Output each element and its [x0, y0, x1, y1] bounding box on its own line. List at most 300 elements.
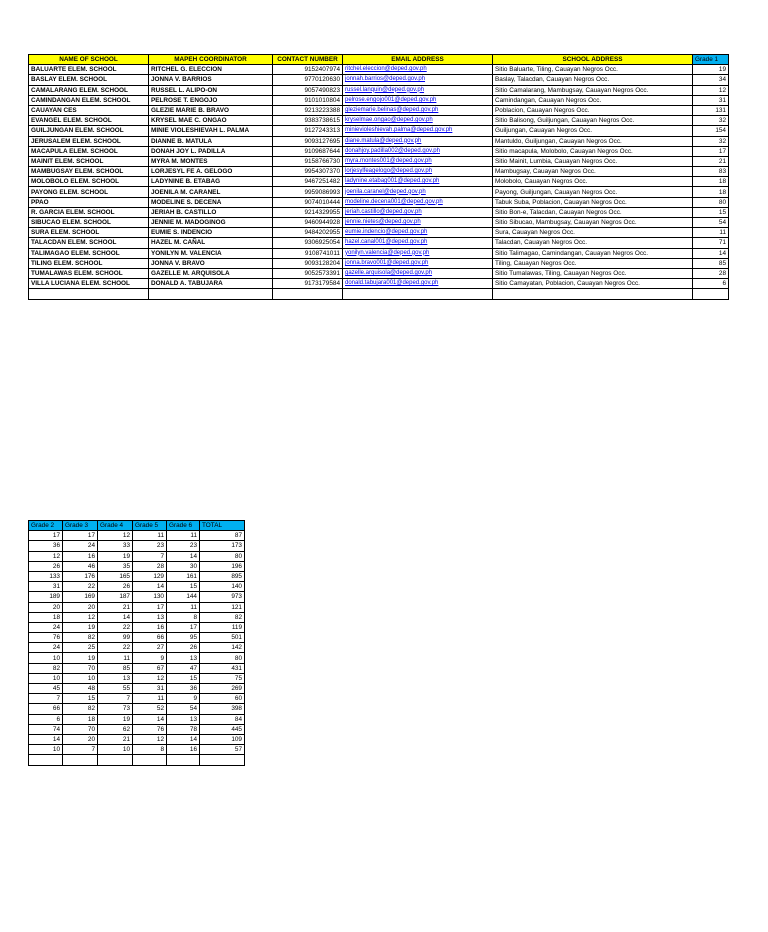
table-row [29, 238, 729, 248]
grade-5-cell: 31 [133, 684, 167, 694]
grade-1-cell: 131 [693, 105, 729, 115]
grade-1-cell: 83 [693, 167, 729, 177]
empty-cell [273, 289, 343, 299]
grade-2-cell: 24 [29, 643, 63, 653]
grade-5-cell: 12 [133, 673, 167, 683]
total-cell: 109 [200, 734, 245, 744]
grade-2-cell: 133 [29, 571, 63, 581]
grade-5-cell: 67 [133, 663, 167, 673]
email-link[interactable]: hazel.canal001@deped.gov.ph [343, 238, 493, 248]
total-cell: 173 [200, 541, 245, 551]
table-row [29, 187, 729, 197]
contact-number-cell: 9306925054 [273, 238, 343, 248]
col-header-grade-6: Grade 6 [167, 521, 200, 531]
grade-3-cell: 19 [63, 622, 98, 632]
table-row [29, 105, 729, 115]
grade-5-cell: 27 [133, 643, 167, 653]
grade-2-cell: 74 [29, 724, 63, 734]
coordinator-cell: JENNIE M. MADOGINOG [149, 218, 273, 228]
grade-5-cell: 17 [133, 602, 167, 612]
table-row [29, 156, 729, 166]
grade-1-cell: 34 [693, 75, 729, 85]
contact-number-cell: 9057490823 [273, 85, 343, 95]
grade-6-cell: 54 [167, 704, 200, 714]
grade-5-cell: 14 [133, 582, 167, 592]
grade-2-cell: 76 [29, 633, 63, 643]
grade-3-cell: 48 [63, 684, 98, 694]
grade-3-cell: 169 [63, 592, 98, 602]
school-name-cell: BASLAY ELEM. SCHOOL [29, 75, 149, 85]
coordinator-cell: DONAH JOY L. PADILLA [149, 146, 273, 156]
grade-3-cell: 24 [63, 541, 98, 551]
contact-number-cell: 9954307370 [273, 167, 343, 177]
contact-number-cell: 9052573391 [273, 268, 343, 278]
col-header-coordinator: MAPEH COORDINATOR [149, 55, 273, 65]
table-row [29, 248, 729, 258]
coordinator-cell: GLEZIE MARIE B. BRAVO [149, 105, 273, 115]
grade-1-cell: 18 [693, 187, 729, 197]
grade-4-cell: 26 [98, 582, 133, 592]
empty-cell [167, 755, 200, 765]
table-row [29, 561, 245, 571]
total-cell: 82 [200, 612, 245, 622]
email-link[interactable]: minievioleshievah.palma@deped.gov.ph [343, 126, 493, 136]
grade-4-cell: 19 [98, 551, 133, 561]
grade-3-cell: 176 [63, 571, 98, 581]
grade-2-cell: 10 [29, 653, 63, 663]
coordinator-cell: RITCHEL G. ELECCION [149, 65, 273, 75]
coordinator-cell: GAZELLE M. ARQUISOLA [149, 268, 273, 278]
table-row [29, 684, 245, 694]
school-address-cell: Sitio Sibucao, Mambugsay, Cauayan Negros Occ. [493, 218, 693, 228]
grade-6-cell: 95 [167, 633, 200, 643]
grade-4-cell: 21 [98, 602, 133, 612]
grade-5-cell: 8 [133, 745, 167, 755]
coordinator-cell: YONILYN M. VALENCIA [149, 248, 273, 258]
school-address-cell: Payong, Guiljungan, Cauayan Negros Occ. [493, 187, 693, 197]
school-name-cell: VILLA LUCIANA ELEM. SCHOOL [29, 279, 149, 289]
school-address-cell: Guiljungan, Cauayan Negros Occ. [493, 126, 693, 136]
col-header-contact: CONTACT NUMBER [273, 55, 343, 65]
grade-6-cell: 47 [167, 663, 200, 673]
grade-5-cell: 28 [133, 561, 167, 571]
total-cell: 973 [200, 592, 245, 602]
empty-cell [133, 755, 167, 765]
grade-2-cell: 82 [29, 663, 63, 673]
table-row [29, 663, 245, 673]
school-name-cell: R. GARCIA ELEM. SCHOOL [29, 207, 149, 217]
email-link[interactable]: myra.montes001@deped.gov.ph [343, 156, 493, 166]
coordinator-cell: LADYNINE B. ETABAG [149, 177, 273, 187]
email-link[interactable]: joenila.caranel@deped.gov.ph [343, 187, 493, 197]
school-name-cell: BALUARTE ELEM. SCHOOL [29, 65, 149, 75]
grade-6-cell: 11 [167, 531, 200, 541]
coordinator-cell: LORJESYL FE A. GELOGO [149, 167, 273, 177]
email-link[interactable]: jonna.bravo001@deped.gov.ph [343, 258, 493, 268]
grade-2-cell: 10 [29, 745, 63, 755]
school-address-cell: Sitio Baluarte, Tiling, Cauayan Negros Occ. [493, 65, 693, 75]
contact-number-cell: 9383738615 [273, 116, 343, 126]
grade-6-cell: 161 [167, 571, 200, 581]
coordinator-cell: PELROSE T. ENGOJO [149, 95, 273, 105]
school-name-cell: CAMINDANGAN ELEM. SCHOOL [29, 95, 149, 105]
table-row [29, 582, 245, 592]
email-link[interactable]: diane.matula@deped.gov.ph [343, 136, 493, 146]
grade-5-cell: 130 [133, 592, 167, 602]
table-row [29, 85, 729, 95]
empty-cell [63, 755, 98, 765]
table-row [29, 146, 729, 156]
contact-number-cell: 9213223388 [273, 105, 343, 115]
grade-3-cell: 82 [63, 704, 98, 714]
school-address-cell: Sitio Talimagao, Camindangan, Cauayan Negros Occ. [493, 248, 693, 258]
grade-1-cell: 14 [693, 248, 729, 258]
grade-1-cell: 11 [693, 228, 729, 238]
total-cell: 269 [200, 684, 245, 694]
grade-2-cell: 7 [29, 694, 63, 704]
school-address-cell: Mambugsay, Cauayan Negros Occ. [493, 167, 693, 177]
school-name-cell: SURA ELEM. SCHOOL [29, 228, 149, 238]
total-cell: 80 [200, 551, 245, 561]
grade-2-cell: 189 [29, 592, 63, 602]
grade-3-cell: 20 [63, 734, 98, 744]
grade-4-cell: 13 [98, 673, 133, 683]
grade-6-cell: 15 [167, 673, 200, 683]
table-row [29, 279, 729, 289]
email-link[interactable]: eumie.indencio@deped.gov.ph [343, 228, 493, 238]
table-row [29, 714, 245, 724]
table-row [29, 694, 245, 704]
table-row [29, 551, 245, 561]
grade-4-cell: 11 [98, 653, 133, 663]
grade-3-cell: 46 [63, 561, 98, 571]
email-link[interactable]: ladynine.etabag001@deped.gov.ph [343, 177, 493, 187]
school-address-cell: Mantuldo, Guiljungan, Cauayan Negros Occ. [493, 136, 693, 146]
email-link[interactable]: jonnah.barrios@deped.gov.ph [343, 75, 493, 85]
col-header-grade-2: Grade 2 [29, 521, 63, 531]
grade-2-cell: 18 [29, 612, 63, 622]
school-name-cell: PAYONG ELEM. SCHOOL [29, 187, 149, 197]
grade-3-cell: 70 [63, 663, 98, 673]
school-address-cell: Sitio Bon-e, Talacdan, Cauayan Negros Occ. [493, 207, 693, 217]
col-header-grade-1: Grade 1 [693, 55, 729, 65]
school-address-cell: Talacdan, Cauayan Negros Occ. [493, 238, 693, 248]
grade-1-cell: 85 [693, 258, 729, 268]
col-header-grade-5: Grade 5 [133, 521, 167, 531]
grade-6-cell: 15 [167, 582, 200, 592]
coordinator-cell: JONNA V. BRAVO [149, 258, 273, 268]
col-header-email: EMAIL ADDRESS [343, 55, 493, 65]
contact-number-cell: 9460944928 [273, 218, 343, 228]
empty-cell [149, 289, 273, 299]
grade-5-cell: 23 [133, 541, 167, 551]
empty-cell [343, 289, 493, 299]
grade-3-cell: 18 [63, 714, 98, 724]
total-cell: 895 [200, 571, 245, 581]
school-name-cell: PPAO [29, 197, 149, 207]
grade-2-cell: 45 [29, 684, 63, 694]
school-name-cell: TUMALAWAS ELEM. SCHOOL [29, 268, 149, 278]
grade-2-cell: 31 [29, 582, 63, 592]
grade-4-cell: 187 [98, 592, 133, 602]
table-row [29, 673, 245, 683]
school-name-cell: CAMALARANG ELEM. SCHOOL [29, 85, 149, 95]
total-cell: 398 [200, 704, 245, 714]
school-address-cell: Sura, Cauayan Negros Occ. [493, 228, 693, 238]
total-cell: 431 [200, 663, 245, 673]
contact-number-cell: 9108741011 [273, 248, 343, 258]
grade-2-cell: 10 [29, 673, 63, 683]
grade-3-cell: 82 [63, 633, 98, 643]
table-row [29, 745, 245, 755]
grade-6-cell: 14 [167, 551, 200, 561]
table-row [29, 734, 245, 744]
total-cell: 75 [200, 673, 245, 683]
grade-4-cell: 12 [98, 531, 133, 541]
total-cell: 140 [200, 582, 245, 592]
table-row [29, 116, 729, 126]
school-name-cell: CAUAYAN CES [29, 105, 149, 115]
grade-5-cell: 7 [133, 551, 167, 561]
school-address-cell: Baslay, Talacdan, Cauayan Negros Occ. [493, 75, 693, 85]
table-row [29, 75, 729, 85]
school-address-cell: Sitio Camalarang, Mambugsay, Cauayan Negros Occ. [493, 85, 693, 95]
grade-6-cell: 144 [167, 592, 200, 602]
grade-3-cell: 12 [63, 612, 98, 622]
email-link[interactable]: modeline.decena001@deped.gov.ph [343, 197, 493, 207]
grade-2-cell: 12 [29, 551, 63, 561]
grade-6-cell: 78 [167, 724, 200, 734]
grade-6-cell: 8 [167, 612, 200, 622]
coordinator-cell: HAZEL M. CAÑAL [149, 238, 273, 248]
grade-1-cell: 15 [693, 207, 729, 217]
grade-4-cell: 7 [98, 694, 133, 704]
grade-table [28, 520, 245, 766]
email-link[interactable]: kryselmae.ongao@deped.gov.ph [343, 116, 493, 126]
contact-number-cell: 9127243313 [273, 126, 343, 136]
grade-5-cell: 11 [133, 694, 167, 704]
empty-cell [29, 755, 63, 765]
grade-3-cell: 15 [63, 694, 98, 704]
grade-1-cell: 32 [693, 116, 729, 126]
coordinator-cell: MINIE VIOLESHIEVAH L. PALMA [149, 126, 273, 136]
empty-cell [493, 289, 693, 299]
school-name-cell: TALIMAGAO ELEM. SCHOOL [29, 248, 149, 258]
contact-number-cell: 9959086993 [273, 187, 343, 197]
email-link[interactable]: ritchel.eleccion@deped.gov.ph [343, 65, 493, 75]
table-row [29, 643, 245, 653]
table-row [29, 724, 245, 734]
table-row [29, 704, 245, 714]
total-cell: 119 [200, 622, 245, 632]
grade-2-cell: 20 [29, 602, 63, 612]
coordinator-cell: EUMIE S. INDENCIO [149, 228, 273, 238]
grade-3-cell: 17 [63, 531, 98, 541]
total-cell: 84 [200, 714, 245, 724]
school-table [28, 54, 729, 300]
grade-3-cell: 70 [63, 724, 98, 734]
empty-cell [200, 755, 245, 765]
table-row [29, 228, 729, 238]
grade-4-cell: 21 [98, 734, 133, 744]
grade-6-cell: 30 [167, 561, 200, 571]
contact-number-cell: 9484202955 [273, 228, 343, 238]
empty-cell [693, 289, 729, 299]
school-name-cell: TILING ELEM. SCHOOL [29, 258, 149, 268]
table-row [29, 653, 245, 663]
empty-cell [29, 289, 149, 299]
grade-5-cell: 16 [133, 622, 167, 632]
coordinator-cell: MYRA M. MONTES [149, 156, 273, 166]
grade-2-cell: 6 [29, 714, 63, 724]
table-row [29, 541, 245, 551]
grade-3-cell: 7 [63, 745, 98, 755]
contact-number-cell: 9074010444 [273, 197, 343, 207]
grade-4-cell: 165 [98, 571, 133, 581]
table-row [29, 126, 729, 136]
email-link[interactable]: russel.lanquin@deped.gov.ph [343, 85, 493, 95]
coordinator-cell: KRYSEL MAE C. ONGAO [149, 116, 273, 126]
grade-5-cell: 11 [133, 531, 167, 541]
total-cell: 87 [200, 531, 245, 541]
email-link[interactable]: yonilyn.valencia@deped.gov.ph [343, 248, 493, 258]
total-cell: 80 [200, 653, 245, 663]
school-name-cell: JERUSALEM ELEM. SCHOOL [29, 136, 149, 146]
contact-number-cell: 9101010804 [273, 95, 343, 105]
total-cell: 60 [200, 694, 245, 704]
grade-2-cell: 36 [29, 541, 63, 551]
grade-3-cell: 16 [63, 551, 98, 561]
total-cell: 121 [200, 602, 245, 612]
coordinator-cell: JERIAH B. CASTILLO [149, 207, 273, 217]
table-row [29, 136, 729, 146]
contact-number-cell: 9158766730 [273, 156, 343, 166]
empty-row [29, 289, 729, 299]
table-row [29, 592, 245, 602]
table-row [29, 207, 729, 217]
grade-5-cell: 14 [133, 714, 167, 724]
grade-1-cell: 28 [693, 268, 729, 278]
table-row [29, 612, 245, 622]
table-row [29, 571, 245, 581]
table-row [29, 65, 729, 75]
grade-1-cell: 17 [693, 146, 729, 156]
school-name-cell: MAMBUGSAY ELEM. SCHOOL [29, 167, 149, 177]
grade-6-cell: 13 [167, 653, 200, 663]
grade-3-cell: 20 [63, 602, 98, 612]
email-link[interactable]: pelrose.engojo001@deped.gov.ph [343, 95, 493, 105]
school-name-cell: MAINIT ELEM. SCHOOL [29, 156, 149, 166]
grade-5-cell: 9 [133, 653, 167, 663]
email-link[interactable]: lorjesylfeagelogo@deped.gov.ph [343, 167, 493, 177]
email-link[interactable]: jennie.nietes@deped.gov.ph [343, 218, 493, 228]
contact-number-cell: 9173179584 [273, 279, 343, 289]
grade-4-cell: 19 [98, 714, 133, 724]
col-header-grade-3: Grade 3 [63, 521, 98, 531]
coordinator-cell: RUSSEL L. ALIPO-ON [149, 85, 273, 95]
grade-3-cell: 25 [63, 643, 98, 653]
school-address-cell: Tabuk Suba, Poblacion, Cauayan Negros Occ. [493, 197, 693, 207]
table-row [29, 197, 729, 207]
coordinator-cell: DIANNE B. MATULA [149, 136, 273, 146]
school-address-cell: Sitio Mainit, Lumbia, Cauayan Negros Occ. [493, 156, 693, 166]
grade-6-cell: 14 [167, 734, 200, 744]
school-address-cell: Tiling, Cauayan Negros Occ. [493, 258, 693, 268]
grade-6-cell: 16 [167, 745, 200, 755]
grade-4-cell: 55 [98, 684, 133, 694]
grade-6-cell: 36 [167, 684, 200, 694]
grade-4-cell: 85 [98, 663, 133, 673]
school-address-cell: Sitio macapula, Molobolo, Cauayan Negros Occ. [493, 146, 693, 156]
table-row [29, 633, 245, 643]
school-address-cell: Sitio Tumalawas, Tiling, Cauayan Negros Occ. [493, 268, 693, 278]
grade-1-cell: 71 [693, 238, 729, 248]
grade-1-cell: 32 [693, 136, 729, 146]
grade-1-cell: 80 [693, 197, 729, 207]
grade-1-cell: 31 [693, 95, 729, 105]
grade-5-cell: 12 [133, 734, 167, 744]
grade-4-cell: 22 [98, 643, 133, 653]
grade-4-cell: 33 [98, 541, 133, 551]
grade-4-cell: 62 [98, 724, 133, 734]
col-header-school-name: NAME OF SCHOOL [29, 55, 149, 65]
grade-4-cell: 14 [98, 612, 133, 622]
grade-6-cell: 26 [167, 643, 200, 653]
school-address-cell: Molobolo, Cauayan Negros Occ. [493, 177, 693, 187]
contact-number-cell: 9093128204 [273, 258, 343, 268]
school-address-cell: Poblacion, Cauayan Negros Occ. [493, 105, 693, 115]
email-link[interactable]: donald.tabujara001@deped.gov.ph [343, 279, 493, 289]
contact-number-cell: 9109687644 [273, 146, 343, 156]
grade-4-cell: 22 [98, 622, 133, 632]
table-row [29, 602, 245, 612]
grade-2-cell: 14 [29, 734, 63, 744]
table-row [29, 531, 245, 541]
col-header-grade-4: Grade 4 [98, 521, 133, 531]
email-link[interactable]: gleziemarie.belinas@deped.gov.ph [343, 105, 493, 115]
school-name-cell: SIBUCAO ELEM. SCHOOL [29, 218, 149, 228]
school-name-cell: MACAPULA ELEM. SCHOOL [29, 146, 149, 156]
contact-number-cell: 9770120630 [273, 75, 343, 85]
grade-6-cell: 11 [167, 602, 200, 612]
grade-4-cell: 35 [98, 561, 133, 571]
grade-6-cell: 9 [167, 694, 200, 704]
school-name-cell: MOLOBOLO ELEM. SCHOOL [29, 177, 149, 187]
grade-table-header [29, 521, 245, 531]
school-table-header [29, 55, 729, 65]
grade-5-cell: 129 [133, 571, 167, 581]
grade-4-cell: 73 [98, 704, 133, 714]
email-link[interactable]: jeriah.castillo@deped.gov.ph [343, 207, 493, 217]
grade-2-cell: 66 [29, 704, 63, 714]
grade-5-cell: 66 [133, 633, 167, 643]
coordinator-cell: MODELINE S. DECENA [149, 197, 273, 207]
grade-1-cell: 6 [693, 279, 729, 289]
empty-cell [98, 755, 133, 765]
table-row [29, 268, 729, 278]
email-link[interactable]: donahjoy.padilla002@deped.gov.ph [343, 146, 493, 156]
table-row [29, 95, 729, 105]
grade-5-cell: 76 [133, 724, 167, 734]
grade-2-cell: 24 [29, 622, 63, 632]
grade-3-cell: 10 [63, 673, 98, 683]
grade-6-cell: 23 [167, 541, 200, 551]
total-cell: 501 [200, 633, 245, 643]
grade-6-cell: 17 [167, 622, 200, 632]
grade-1-cell: 21 [693, 156, 729, 166]
email-link[interactable]: gazelle.arquisola@deped.gov.ph [343, 268, 493, 278]
school-address-cell: Camindangan, Cauayan Negros Occ. [493, 95, 693, 105]
